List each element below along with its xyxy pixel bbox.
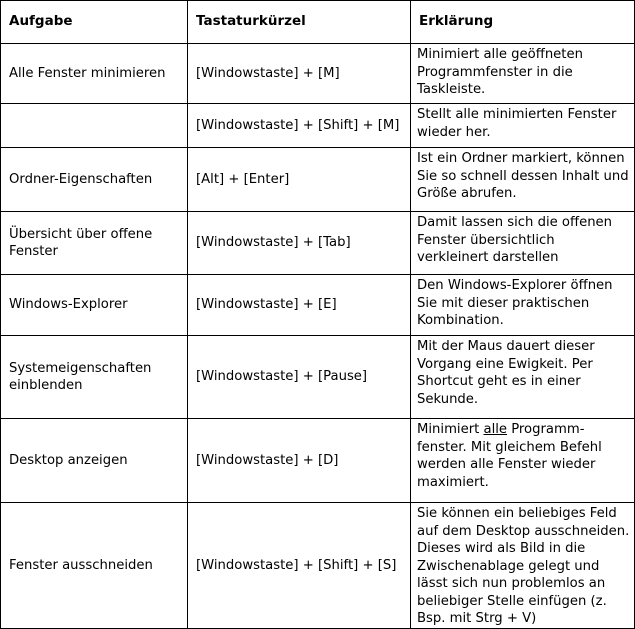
explanation-cell: Sie können ein beliebiges Feld auf dem Desktop ausschneiden. Dieses wird als Bild in die Zwischenablage gelegt und lässt sich nun problemlos an beliebiger Stelle einfügen (z. Bsp. mit Strg + V) [411, 503, 635, 629]
task-cell: Desktop anzeigen [1, 419, 188, 503]
explanation-cell: Ist ein Ordner markiert, können Sie so schnell dessen Inhalt und Größe abrufen. [411, 148, 635, 212]
task-cell: Übersicht über offene Fenster [1, 212, 188, 275]
table-row [1, 503, 635, 629]
shortcut-cell: [Windowstaste] + [M] [188, 44, 411, 104]
header-task: Aufgabe [1, 1, 188, 44]
explanation-cell: Stellt alle minimierten Fenster wieder her. [411, 104, 635, 148]
task-cell: Fenster ausschneiden [1, 503, 188, 629]
shortcut-cell: [Windowstaste] + [Tab] [188, 212, 411, 275]
table-row [1, 275, 635, 336]
task-cell: Alle Fenster minimieren [1, 44, 188, 104]
table-row [1, 336, 635, 419]
header-row [1, 1, 635, 44]
shortcut-cell: [Windowstaste] + [E] [188, 275, 411, 336]
task-cell: Ordner-Eigenschaften [1, 148, 188, 212]
explanation-emphasis: alle [483, 422, 508, 437]
shortcut-cell: [Windowstaste] + [D] [188, 419, 411, 503]
explanation-cell: Damit lassen sich die offenen Fenster übersichtlich verkleinert darstellen [411, 212, 635, 275]
header-explanation: Erklärung [411, 1, 635, 44]
explanation-cell: Den Windows-Explorer öffnen Sie mit dieser praktischen Kombination. [411, 275, 635, 336]
explanation-text-after: Programm-fenster. Mit gleichem Befehl werden alle Fenster wieder maximiert. [417, 422, 602, 490]
table-row [1, 104, 635, 148]
task-cell: Systemeigenschaften einblenden [1, 336, 188, 419]
table-row [1, 212, 635, 275]
task-cell [1, 104, 188, 148]
table-row [1, 44, 635, 104]
table-row [1, 419, 635, 503]
explanation-cell: Minimiert alle geöffneten Programmfenster in die Taskleiste. [411, 44, 635, 104]
explanation-text-before: Minimiert [417, 422, 484, 437]
shortcut-cell: [Windowstaste] + [Pause] [188, 336, 411, 419]
task-cell: Windows-Explorer [1, 275, 188, 336]
explanation-cell: Mit der Maus dauert dieser Vorgang eine Ewigkeit. Per Shortcut geht es in einer Sekunde. [411, 336, 635, 419]
explanation-cell [411, 419, 635, 503]
header-shortcut: Tastaturkürzel [188, 1, 411, 44]
shortcut-cell: [Alt] + [Enter] [188, 148, 411, 212]
table-row [1, 148, 635, 212]
shortcut-cell: [Windowstaste] + [Shift] + [M] [188, 104, 411, 148]
shortcut-cell: [Windowstaste] + [Shift] + [S] [188, 503, 411, 629]
